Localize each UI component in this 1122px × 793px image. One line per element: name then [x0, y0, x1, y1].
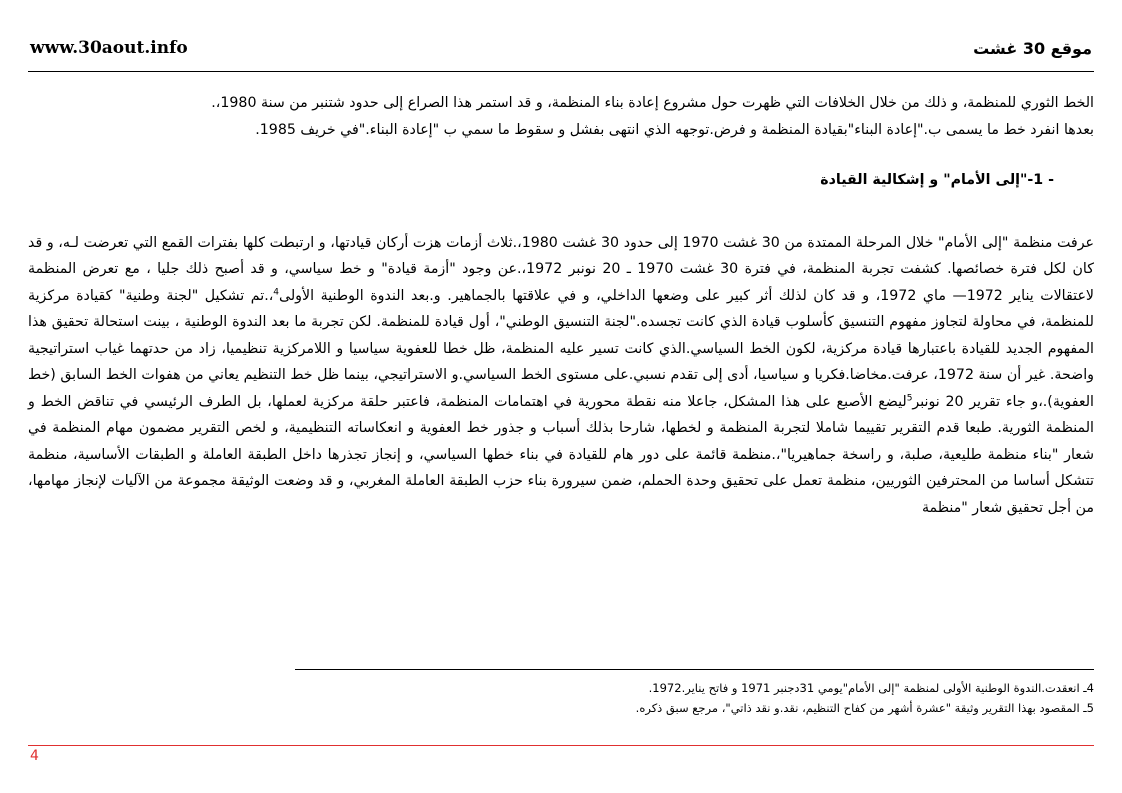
footnote-4: 4ـ انعقدت.الندوة الوطنية الأولى لمنظمة "إلى الأمام"يومي 31دجنبر 1971 و فاتح يناير.1972. — [648, 681, 1094, 695]
page-number: 4 — [30, 748, 39, 764]
header-divider — [28, 71, 1094, 72]
footnote-ref-4: 4 — [273, 286, 280, 297]
body-text — [28, 90, 1094, 521]
footnotes — [295, 678, 1094, 718]
footnote-ref-5: 5 — [906, 392, 913, 403]
site-name: موقع 30 غشت — [973, 38, 1092, 58]
intro-line: بعدها انفرد خط ما يسمى ب."إعادة البناء"بقيادة المنظمة و فرض.توجهه الذي انتهى بفشل و سقوط ما سمي ب "إعادة البناء."في خريف 1985. — [255, 121, 1094, 138]
site-url: www.30aout.info — [30, 38, 188, 58]
paragraph-text: ،.تم تشكيل "لجنة وطنية" كقيادة مركزية للمنظمة، في محاولة لتجاوز مفهوم التنسيق كأسلوب قيادة الذي كانت تجسده."لجنة التنسيق الوطني"، أول قيادة للمنظمة. لكن تجربة ما بعد الندوة الوطنية ، بينت استحالة تحقيق هذا المفهوم الجديد للقيادة باعتبارها قيادة مركزية، لكون الخط السياسي.الذي كانت تسير عليه المنظمة، ظل خطا للعفوية سياسيا و اللامركزية تنظيميا، زاد من حدتهما غياب استراتيجية واضحة. غير أن سنة 1972، عرفت.مخاضا.فكريا و سياسيا، أدى إلى تقدم نسبي.على مستوى الخط السياسي.و الاستراتيجي، بينما ظل خط التنظيم يعاني من هفوات الخط السابق (خط العفوية).،و جاء تقرير 20 نونبر — [28, 287, 1094, 410]
paragraph-text: ليضع الأصبع على هذا المشكل، جاعلا منه نقطة محورية في اهتمامات المنظمة، فاعتبر حلقة مركزية لعملها، بل الطرف الرئيسي في تناقض الخط و المنظمة الثورية. طبعا قدم التقرير تقييما شاملا لتجربة المنظمة و لخطها، شارحا بذلك أسباب و جذور خط العفوية و انعكاساته التنظيمية، و لخص التقرير مضمون مهام المنظمة في شعار "بناء منظمة طليعية، صلبة، و راسخة جماهيريا"،.منظمة قائمة على دور هام للقيادة في بناء خطها السياسي، و إنجاز تجذرها داخل الطبقة العاملة و الطبقات الأساسية، منظمة تتشكل أساسا من المحترفين الثوريين، منظمة تعمل على تحقيق وحدة الحملم، ضمن سيرورة بناء حزب الطبقة العاملة المغربي، و قد وضعت الوثيقة مجموعة من الآليات لإنجاز مهامها، من أجل تحقيق شعار "منظمة — [28, 393, 1094, 516]
footnote-divider — [295, 669, 1094, 670]
intro-paragraph — [28, 90, 1094, 143]
page-header — [30, 34, 1092, 62]
section-heading: - 1-"إلى الأمام" و إشكالية القيادة — [820, 172, 1054, 188]
footer-divider — [28, 745, 1094, 746]
paragraph-text: عرفت منظمة "إلى الأمام" خلال المرحلة الممتدة من 30 غشت 1970 إلى حدود 30 غشت 1980،.ثلاث أزمات هزت أركان قيادتها، و ارتبطت كلها بفترات القمع التي تعرضت لـه، و قد كان لكل فترة خصائصها. كشفت تجربة المنظمة، في فترة 30 غشت 1970 ـ 20 نونبر 1972،.عن وجود "أزمة قيادة" و خط سياسي، و قد أصبح ذلك جليا ، مع تعرض المنظمة لاعتقالات يناير 1972— ماي 1972، و قد كان لذلك أثر كبير على وضعها الداخلي، و في علاقتها بالجماهير. و.بعد الندوة الوطنية الأولى — [28, 234, 1095, 304]
main-paragraph — [28, 230, 1094, 522]
footnote-5: 5ـ المقصود بهذا التقرير وثيقة "عشرة أشهر من كفاح التنظيم، نقد.و نقد ذاتي"، مرجع سبق ذكره. — [635, 701, 1094, 715]
intro-line: الخط الثوري للمنظمة، و ذلك من خلال الخلافات التي ظهرت حول مشروع إعادة بناء المنظمة، و قد استمر هذا الصراع إلى حدود شتنبر من سنة 1980،. — [211, 95, 1094, 111]
